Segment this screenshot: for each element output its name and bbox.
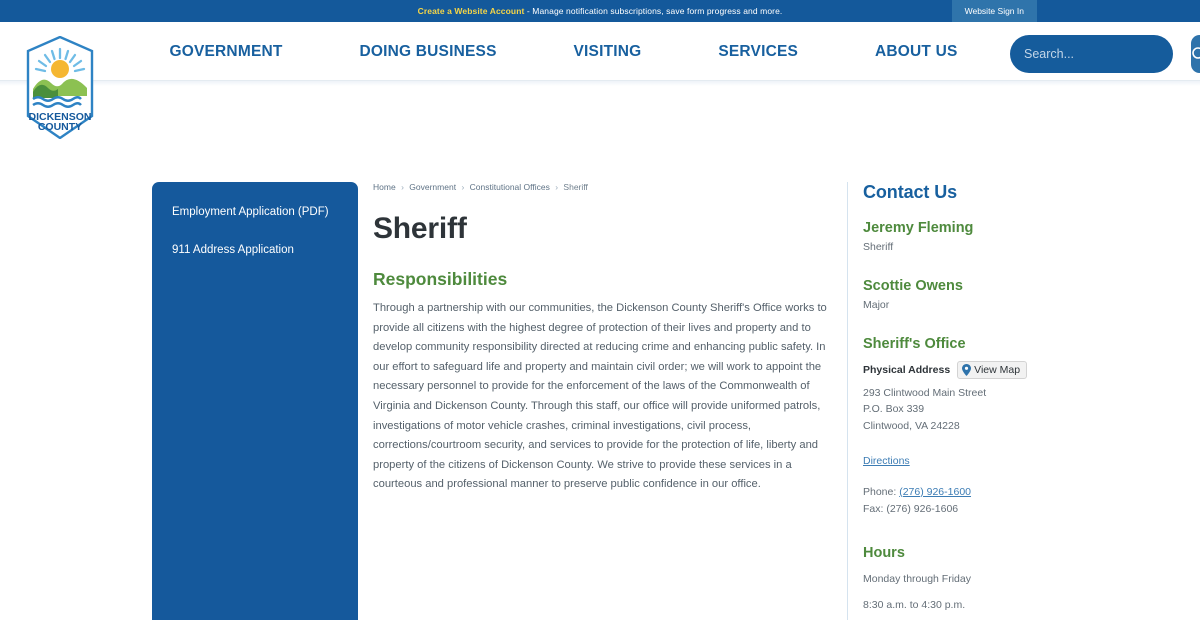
account-message-text: - Manage notification subscriptions, save form progress and more. (524, 6, 783, 16)
contact-person-name: Scottie Owens (863, 278, 963, 294)
nav-item-services[interactable]: SERVICES (718, 42, 799, 60)
directions-link[interactable]: Directions (863, 454, 910, 467)
fax-label: Fax: (863, 502, 884, 515)
address-line-street: 293 Clintwood Main Street (863, 387, 987, 399)
nav-item-visiting[interactable]: VISITING (573, 42, 642, 60)
logo-text-line2: COUNTY (37, 121, 83, 133)
sidebar-item-911-address-application[interactable]: 911 Address Application (172, 244, 294, 257)
address-line-city-state-zip: Clintwood, VA 24228 (863, 419, 960, 432)
website-sign-in-button[interactable] (952, 0, 1037, 22)
map-pin-icon (962, 364, 971, 376)
main-navigation (131, 22, 996, 81)
phone-row (863, 486, 1063, 498)
contact-person-role: Major (863, 299, 890, 311)
site-header (0, 22, 1200, 133)
logo-badge-icon (26, 36, 94, 139)
breadcrumb-item-government[interactable]: Government (409, 182, 457, 192)
breadcrumb-current: Sheriff (563, 182, 588, 192)
main-content (373, 182, 828, 495)
nav-item-about-us[interactable]: ABOUT US (874, 42, 958, 60)
content-divider (847, 182, 848, 620)
responsibilities-paragraph: Through a partnership with our communities, the Dickenson County Sheriff's Office works to provide all citizens with the highest degree of protection of their lives and property and to develop community responsibility directed at reducing crime and enhancing public safety. In our effort to safeguard life and property and maintain civil order; we will work to appoint the necessary personnel to provide for the enforcement of the laws of the Commonwealth of Virginia and Dickenson County. Through this staff, our office will provide uniformed patrols, investigations of motor vehicle crashes, criminal investigations, civil process, corrections/courtroom security, and services to provide for the protection of life, liberty and property of the citizens of Dickenson County. We strive to provide these services in a courteous and professional manner to preserve public confidence in our office. (373, 302, 827, 491)
search-input[interactable] (1010, 35, 1191, 73)
contact-person (863, 220, 1063, 253)
nav-item-doing-business[interactable]: DOING BUSINESS (359, 42, 497, 60)
left-sidebar (152, 182, 358, 620)
address-line-pobox: P.O. Box 339 (863, 403, 925, 416)
fax-value: (276) 926-1606 (886, 502, 959, 515)
contact-person-role: Sheriff (863, 241, 894, 253)
search-icon (1191, 46, 1200, 63)
contact-person (863, 278, 1063, 311)
website-sign-in-label: Website Sign In (964, 6, 1024, 16)
office-name: Sheriff's Office (863, 336, 966, 352)
breadcrumb-separator: › (401, 182, 404, 192)
create-account-link[interactable]: Create a Website Account (417, 6, 525, 16)
page-title: Sheriff (373, 212, 467, 245)
sidebar-item-employment-application[interactable]: Employment Application (PDF) (172, 206, 329, 218)
hours-days: Monday through Friday (863, 572, 971, 585)
view-map-label: View Map (974, 364, 1021, 376)
physical-address-row (863, 361, 1063, 379)
breadcrumb-separator: › (461, 182, 465, 192)
view-map-button[interactable] (957, 361, 1027, 379)
top-utility-bar (0, 0, 1200, 22)
hours-heading: Hours (863, 544, 905, 561)
page-body (0, 81, 1200, 620)
phone-link[interactable]: (276) 926-1600 (899, 485, 972, 498)
search-bar (1010, 35, 1173, 73)
breadcrumb-item-constitutional-offices[interactable]: Constitutional Offices (469, 182, 550, 192)
breadcrumb-item-home[interactable]: Home (373, 182, 396, 192)
breadcrumb-separator: › (555, 182, 559, 192)
contact-person-name: Jeremy Fleming (863, 220, 974, 236)
contact-us-panel (863, 182, 1063, 620)
search-button[interactable] (1191, 35, 1200, 73)
logo-text-line1: DICKENSON (28, 111, 92, 123)
dickenson-county-logo[interactable] (26, 36, 94, 139)
physical-address-label: Physical Address (863, 364, 951, 376)
section-heading-responsibilities: Responsibilities (373, 269, 508, 289)
fax-row (863, 503, 1063, 515)
hours-time: 8:30 a.m. to 4:30 p.m. (863, 598, 966, 611)
account-message (418, 6, 783, 16)
contact-us-heading: Contact Us (863, 182, 958, 202)
phone-label: Phone: (863, 485, 897, 498)
nav-item-government[interactable]: GOVERNMENT (169, 42, 283, 60)
breadcrumb (373, 182, 828, 192)
